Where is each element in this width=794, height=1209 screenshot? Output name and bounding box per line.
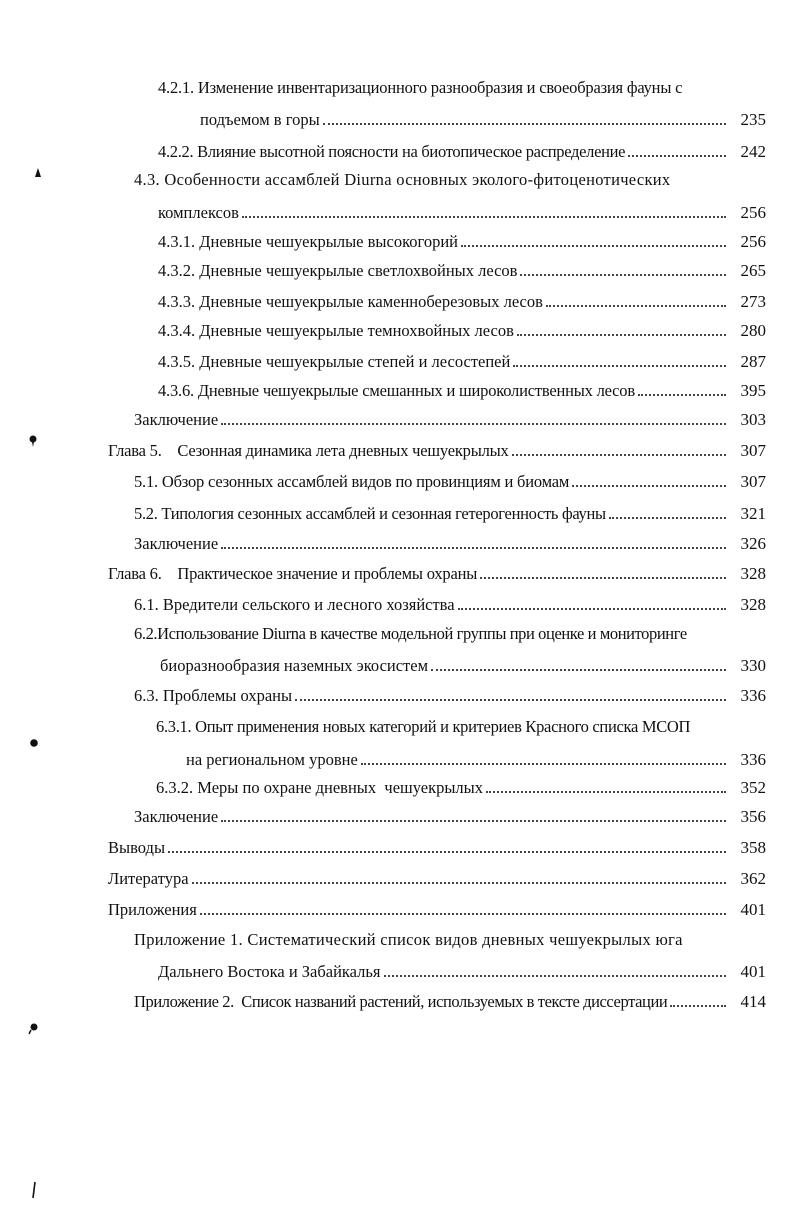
toc-page-number: 256 <box>740 232 766 251</box>
toc-page-number: 256 <box>740 203 766 222</box>
dot-leader <box>323 123 726 125</box>
toc-entry-4-3-1[interactable] <box>158 222 766 252</box>
toc-entry-4-3[interactable] <box>134 160 724 190</box>
toc-entry-4-2-1-cont[interactable] <box>200 100 766 130</box>
dot-leader <box>221 423 726 425</box>
toc-entry-6-2[interactable] <box>134 614 724 644</box>
toc-page-number: 326 <box>740 534 766 553</box>
toc-entry-4-3-5[interactable] <box>158 342 766 372</box>
toc-entry-title: 6.1. Вредители сельского и лесного хозяйства <box>134 595 455 614</box>
toc-page-number: 303 <box>740 410 766 429</box>
toc-entry-title: комплексов <box>158 203 239 222</box>
toc-entry-title: Глава 6. Практическое значение и проблемы охраны <box>108 564 478 583</box>
toc-entry-title: Заключение <box>134 410 219 429</box>
toc-entry-6-1[interactable] <box>134 585 766 615</box>
scan-mark <box>30 1180 38 1200</box>
toc-entry-title: 4.2.2. Влияние высотной поясности на биотопическое распределение <box>158 142 626 161</box>
toc-page-number: 265 <box>740 261 766 280</box>
dot-leader <box>384 975 727 977</box>
toc-entry-title: биоразнообразия наземных экосистем <box>160 656 429 675</box>
toc-entry-title: 6.3.1. Опыт применения новых категорий и критериев Красного списка МСОП <box>156 717 691 736</box>
toc-page-number: 414 <box>740 992 766 1011</box>
dot-leader <box>628 155 726 157</box>
toc-entry-4-3-3[interactable] <box>158 282 766 312</box>
toc-page-number: 321 <box>740 504 766 523</box>
toc-entry-4-3-cont[interactable] <box>158 193 766 223</box>
dot-leader <box>295 699 726 701</box>
toc-entry-title: Выводы <box>108 838 166 857</box>
toc-page-number: 336 <box>740 686 766 705</box>
toc-entry-conclusion-4[interactable] <box>134 400 766 430</box>
toc-page-number: 362 <box>740 869 766 888</box>
toc-entry-title: 6.3. Проблемы охраны <box>134 686 293 705</box>
toc-page-number: 280 <box>740 321 766 340</box>
toc-entry-appendices[interactable] <box>108 890 766 920</box>
dot-leader <box>168 851 726 853</box>
dot-leader <box>670 1005 726 1007</box>
toc-entry-5-2[interactable] <box>134 494 766 524</box>
dot-leader <box>458 608 726 610</box>
toc-entry-4-2-1[interactable] <box>158 68 718 98</box>
toc-page-number: 307 <box>740 472 766 491</box>
toc-entry-title: 4.2.1. Изменение инвентаризационного разнообразия и своеобразия фауны с <box>158 78 683 97</box>
toc-entry-chapter-6[interactable] <box>108 554 766 584</box>
dot-leader <box>609 517 726 519</box>
toc-page-number: 336 <box>740 750 766 769</box>
toc-entry-6-3-2[interactable] <box>156 768 766 798</box>
toc-entry-title: 4.3.3. Дневные чешуекрылые каменноберезовых лесов <box>158 292 543 311</box>
toc-page-number: 287 <box>740 352 766 371</box>
toc-page-number: 328 <box>740 595 766 614</box>
toc-entry-title: 5.1. Обзор сезонных ассамблей видов по провинциям и биомам <box>134 472 570 491</box>
dot-leader <box>200 913 726 915</box>
dot-leader <box>513 365 726 367</box>
toc-entry-title: Заключение <box>134 534 219 553</box>
toc-entry-conclusion-6[interactable] <box>134 797 766 827</box>
toc-entry-title: 4.3.1. Дневные чешуекрылые высокогорий <box>158 232 459 251</box>
toc-page-number: 401 <box>740 962 766 981</box>
toc-entry-title: 4.3.4. Дневные чешуекрылые темнохвойных лесов <box>158 321 514 340</box>
toc-page-number: 330 <box>740 656 766 675</box>
toc-page-number: 328 <box>740 564 766 583</box>
scan-mark <box>28 434 38 448</box>
dot-leader <box>192 882 726 884</box>
dot-leader <box>461 245 726 247</box>
toc-page-number: 358 <box>740 838 766 857</box>
toc-entry-title: 4.3.5. Дневные чешуекрылые степей и лесостепей <box>158 352 511 371</box>
toc-entry-title: Литература <box>108 869 189 888</box>
dot-leader <box>572 485 726 487</box>
toc-entry-title: 4.3. Особенности ассамблей Diurna основных эколого-фитоценотических <box>134 170 671 189</box>
toc-entry-title: 6.3.2. Меры по охране дневных чешуекрылых <box>156 778 483 797</box>
toc-entry-conclusion-5[interactable] <box>134 524 766 554</box>
toc-entry-6-2-cont[interactable] <box>160 646 766 676</box>
toc-page-number: 273 <box>740 292 766 311</box>
toc-entry-6-3-1[interactable] <box>156 707 736 737</box>
toc-page-number: 307 <box>740 441 766 460</box>
toc-entry-title: Приложение 1. Систематический список видов дневных чешуекрылых юга <box>134 930 683 949</box>
toc-page-number: 235 <box>740 110 766 129</box>
dot-leader <box>512 454 726 456</box>
toc-entry-title: Глава 5. Сезонная динамика лета дневных чешуекрылых <box>108 441 509 460</box>
toc-entry-appendix-1[interactable] <box>134 920 724 950</box>
toc-page-number: 242 <box>740 142 766 161</box>
toc-entry-4-3-6[interactable] <box>158 371 766 401</box>
toc-entry-4-3-2[interactable] <box>158 251 766 281</box>
toc-entry-title: 5.2. Типология сезонных ассамблей и сезонная гетерогенность фауны <box>134 504 606 523</box>
dot-leader <box>520 274 726 276</box>
dot-leader <box>486 791 726 793</box>
toc-entry-appendix-2[interactable] <box>134 982 766 1012</box>
dot-leader <box>361 763 726 765</box>
toc-entry-title: 6.2.Использование Diurna в качестве модельной группы при оценке и мониторинге <box>134 624 687 643</box>
toc-entry-6-3[interactable] <box>134 676 766 706</box>
toc-page-number: 356 <box>740 807 766 826</box>
dot-leader <box>546 305 726 307</box>
toc-entry-4-2-2[interactable] <box>158 132 766 162</box>
toc-page-number: 352 <box>740 778 766 797</box>
toc-entry-conclusions[interactable] <box>108 828 766 858</box>
scan-mark <box>33 166 43 178</box>
toc-entry-title: 4.3.2. Дневные чешуекрылые светлохвойных лесов <box>158 261 518 280</box>
dot-leader <box>431 669 726 671</box>
toc-entry-title: 4.3.6. Дневные чешуекрылые смешанных и широколиственных лесов <box>158 381 635 400</box>
dot-leader <box>480 577 726 579</box>
toc-entry-appendix-1-cont[interactable] <box>158 952 766 982</box>
toc-entry-chapter-5[interactable] <box>108 431 766 461</box>
dot-leader <box>221 820 726 822</box>
dot-leader <box>242 216 726 218</box>
toc-entry-title: Дальнего Востока и Забайкалья <box>158 962 381 981</box>
toc-entry-6-3-1-cont[interactable] <box>186 740 766 770</box>
dot-leader <box>221 547 726 549</box>
toc-entry-5-1[interactable] <box>134 462 766 492</box>
toc-entry-literature[interactable] <box>108 859 766 889</box>
toc-entry-4-3-4[interactable] <box>158 311 766 341</box>
toc-entry-title: Заключение <box>134 807 219 826</box>
toc-page-number: 395 <box>740 381 766 400</box>
scan-mark <box>27 1020 39 1036</box>
scan-mark <box>29 737 39 749</box>
toc-entry-title: Приложение 2. Список названий растений, используемых в тексте диссертации <box>134 992 668 1011</box>
toc-entry-title: Приложения <box>108 900 197 919</box>
toc-entry-title: на региональном уровне <box>186 750 358 769</box>
toc-page-number: 401 <box>740 900 766 919</box>
toc-entry-title: подъемом в горы <box>200 110 320 129</box>
dot-leader <box>517 334 726 336</box>
dot-leader <box>638 394 726 396</box>
